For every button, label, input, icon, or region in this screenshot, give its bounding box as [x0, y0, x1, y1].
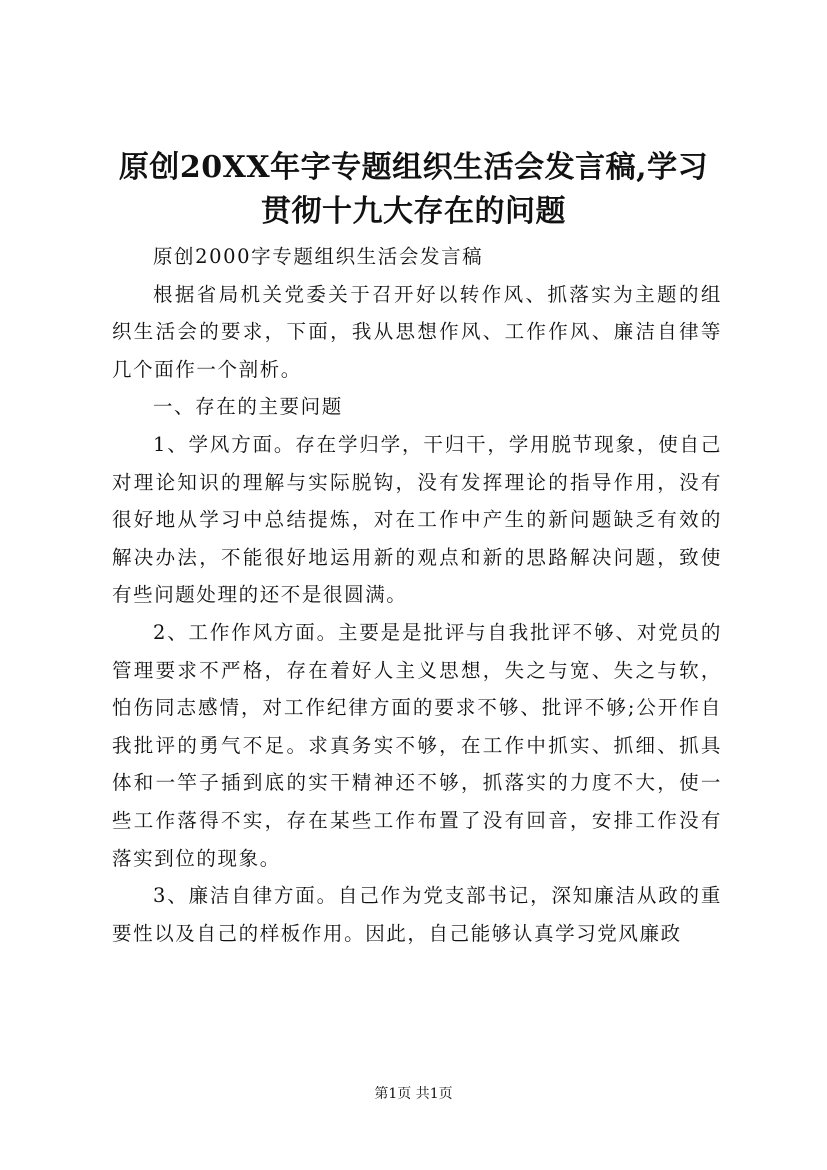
page-footer: 第1页 共1页	[374, 1086, 453, 1102]
paragraph-intro: 根据省局机关党委关于召开好以转作风、抓落实为主题的组织生活会的要求，下面，我从思想作风、工作作风、廉洁自律等几个面作一个剖析。	[112, 282, 722, 381]
document-body	[112, 238, 722, 952]
paragraph-work-style: 2、工作作风方面。主要是是批评与自我批评不够、对党员的管理要求不严格，存在着好人主义思想，失之与宽、失之与软，怕伤同志感情，对工作纪律方面的要求不够、批评不够;公开作自我批评的勇气不足。求真务实不够，在工作中抓实、抓细、抓具体和一竿子插到底的实干精神还不够，抓落实的力度不大，使一些工作落得不实，存在某些工作布置了没有回音，安排工作没有落实到位的现象。	[112, 620, 722, 870]
document-title: 原创20XX年字专题组织生活会发言稿,学习贯彻十九大存在的问题	[118, 150, 709, 229]
paragraph-study-style: 1、学风方面。存在学归学，干归干，学用脱节现象，使自己对理论知识的理解与实际脱钩，没有发挥理论的指导作用，没有很好地从学习中总结提炼，对在工作中产生的新问题缺乏有效的解决办法，不能很好地运用新的观点和新的思路解决问题，致使有些问题处理的还不是很圆满。	[112, 432, 722, 607]
paragraph-integrity: 3、廉洁自律方面。自己作为党支部书记，深知廉洁从政的重要性以及自己的样板作用。因此，自己能够认真学习党风廉政	[112, 884, 722, 945]
paragraph-subtitle: 原创2000字专题组织生活会发言稿	[152, 245, 484, 268]
section-heading: 一、存在的主要问题	[152, 395, 343, 419]
